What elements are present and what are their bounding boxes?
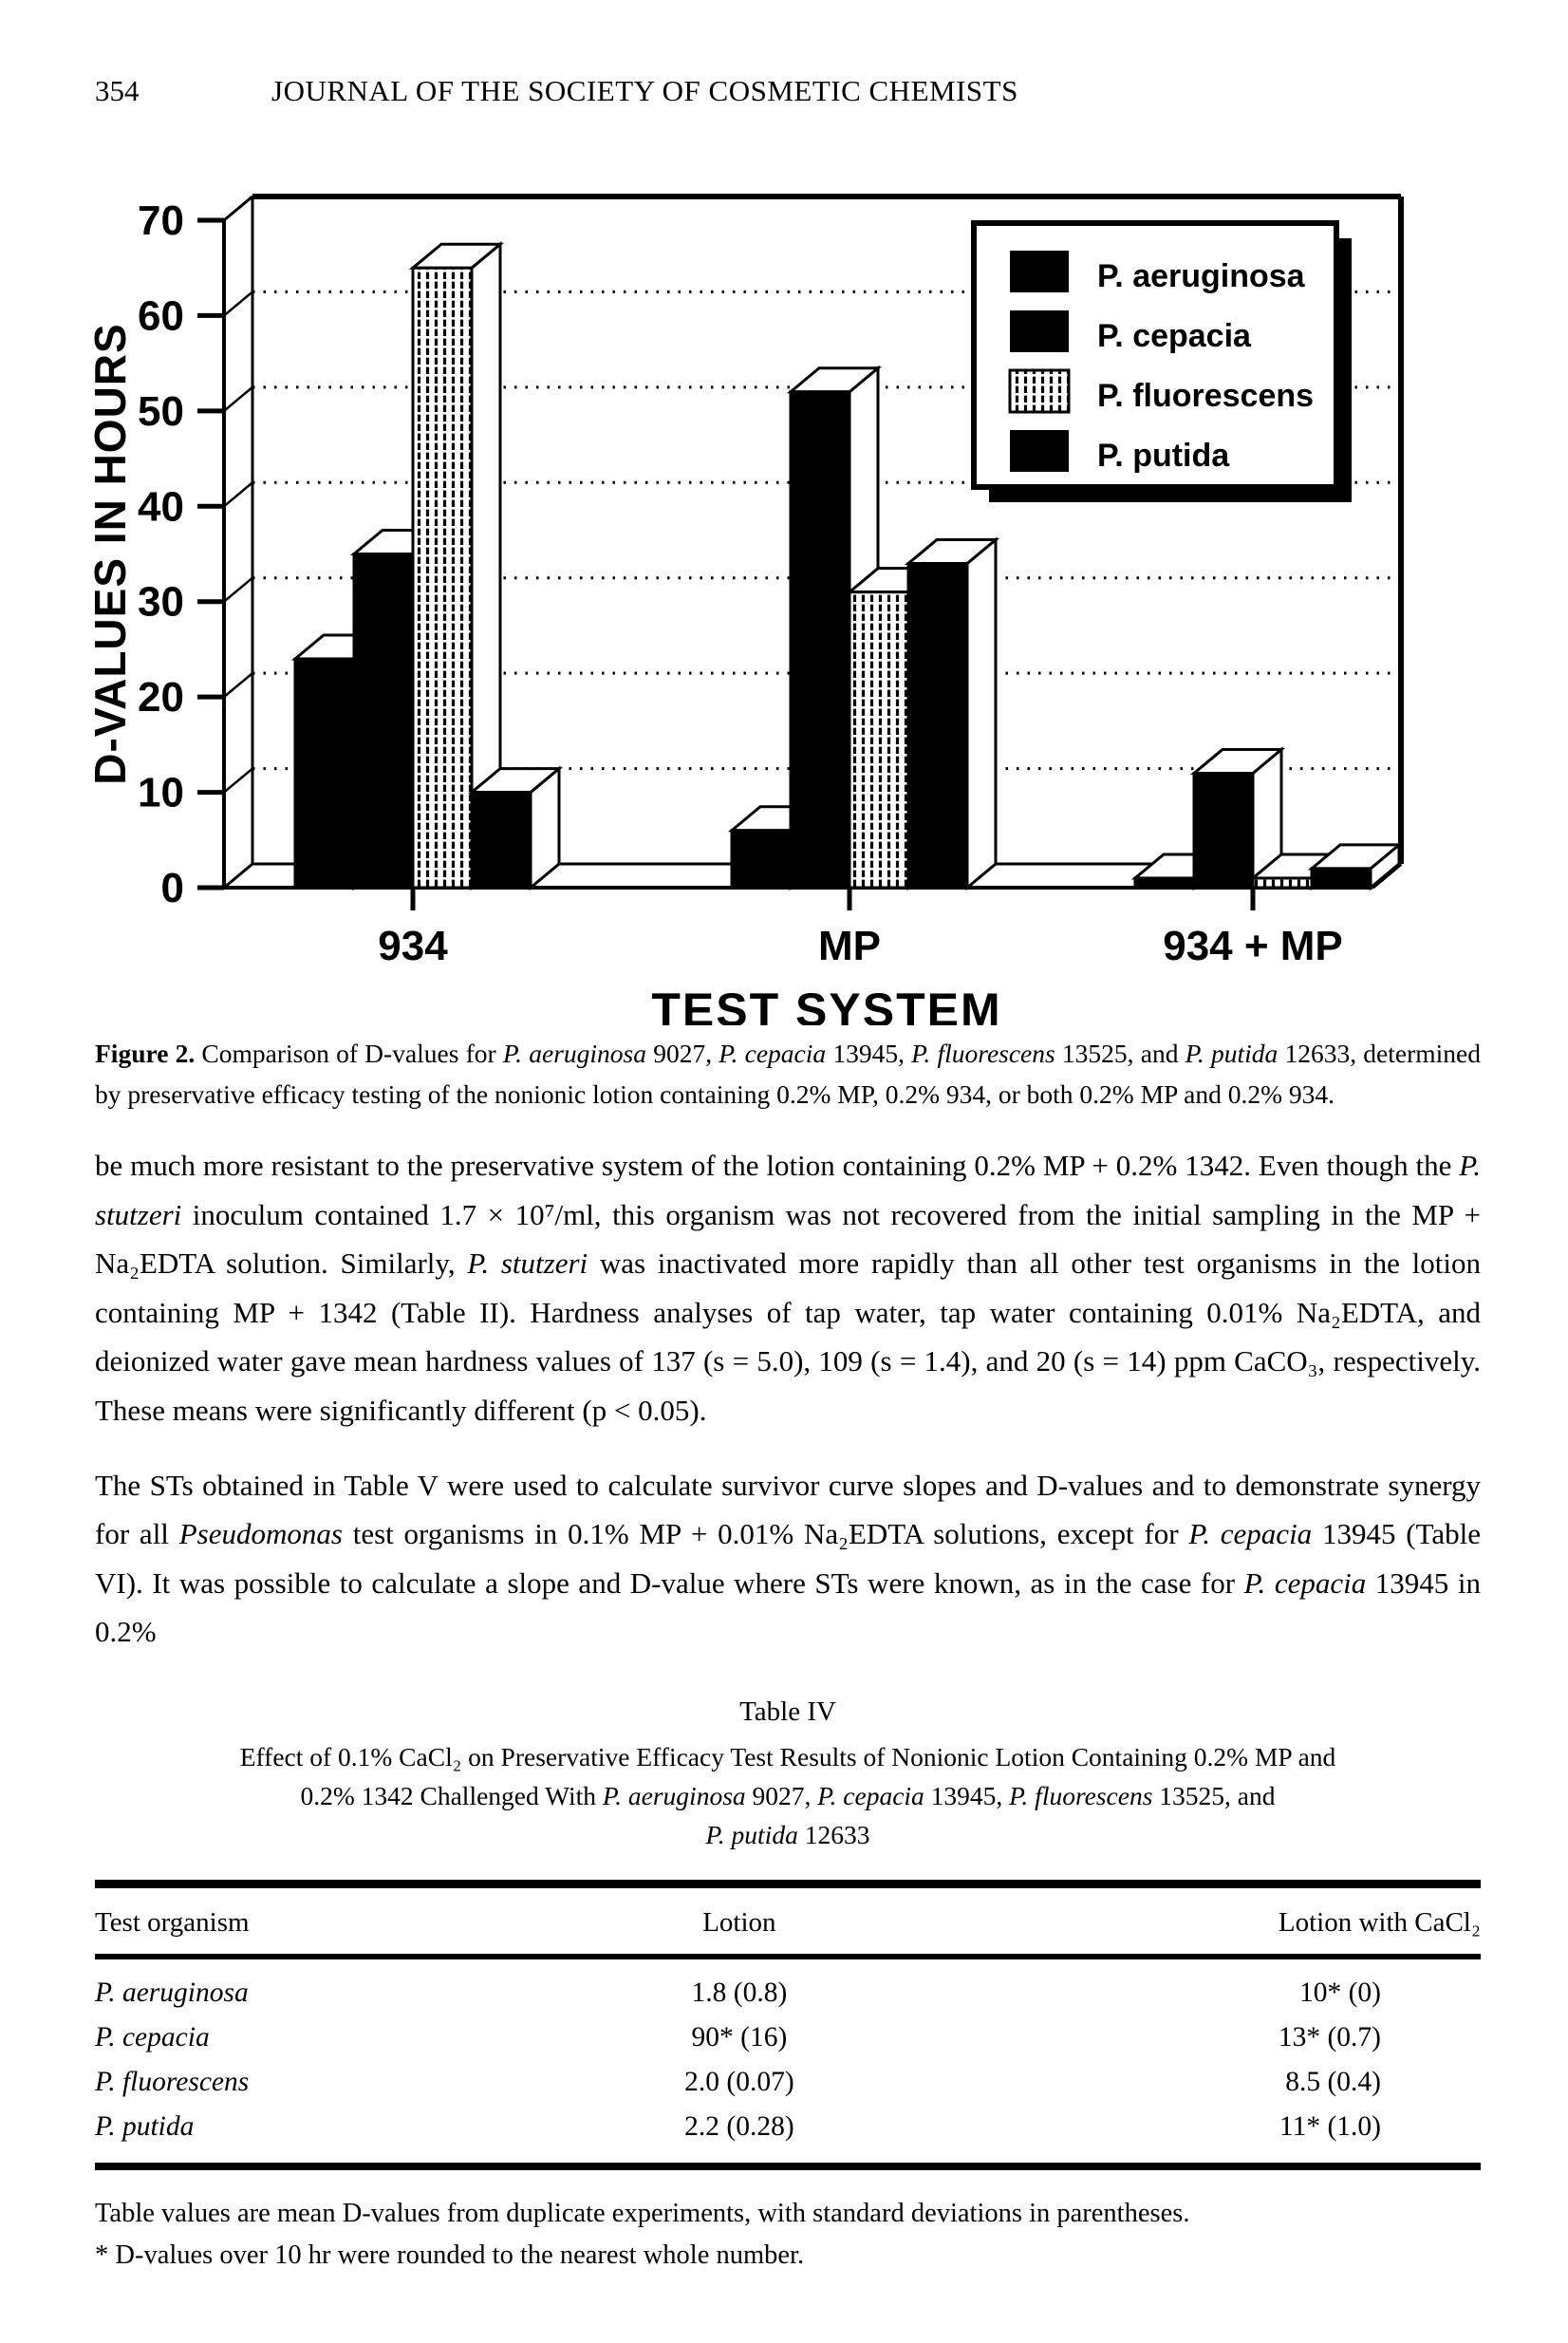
figure2-bar-chart: [82, 114, 1477, 1025]
table-top-rule: [95, 1880, 1481, 1888]
legend-swatch-p-aeruginosa: [1010, 251, 1069, 292]
table-note-1: Table values are mean D-values from duplicate experiments, with standard deviations in parentheses.: [95, 2198, 1190, 2228]
bar-p-aeruginosa-934-mp: [1135, 878, 1194, 888]
bar-p-fluorescens-mp: [849, 592, 908, 888]
bar-p-cepacia-934: [354, 554, 413, 889]
y-tick-diagonal-70: [224, 197, 252, 220]
legend-swatch-p-putida: [1010, 430, 1069, 472]
y-tick-diagonal-10: [224, 769, 252, 793]
y-axis-title: D-VALUES IN HOURS: [85, 323, 135, 785]
y-tick-label-50: 50: [138, 387, 184, 435]
page-header: [95, 74, 1481, 108]
table-row-lotion-cacl2-value: 8.5 (0.4): [1285, 2066, 1381, 2097]
table-row-lotion-cacl2-value: 10* (0): [1298, 1977, 1381, 2008]
table-row-lotion-value: 2.0 (0.07): [684, 2066, 794, 2097]
bar-p-fluorescens-934: [413, 268, 472, 888]
y-tick-label-20: 20: [138, 674, 184, 722]
bar-p-aeruginosa-934: [295, 659, 354, 888]
table-4-caption-line-2: 0.2% 1342 Challenged With P. aeruginosa 9027, P. cepacia 13945, P. fluorescens 13525, and: [300, 1781, 1276, 1811]
legend-label-p-fluorescens: P. fluorescens: [1097, 378, 1315, 414]
bar-p-aeruginosa-mp: [732, 831, 791, 888]
legend-swatch-p-fluorescens: [1010, 370, 1069, 412]
column-header-test-organism: Test organism: [95, 1906, 250, 1938]
table-row-lotion-value: 90* (16): [691, 2021, 788, 2052]
y-tick-diagonal-20: [224, 673, 252, 697]
legend-label-p-cepacia: P. cepacia: [1097, 318, 1251, 354]
y-tick-label-70: 70: [138, 197, 184, 244]
y-tick-label-60: 60: [138, 292, 184, 340]
y-tick-label-30: 30: [138, 578, 184, 626]
body-paragraph-1: be much more resistant to the preservative system of the lotion containing 0.2% MP + 0.2% 1342. Even though the P. stutzeri inoculum contained 1.7 × 10⁷/ml, this organism was not recovered from the initial sampling in the MP + Na₂EDTA solution. Similarly, P. stutzeri was inactivated more rapidly than all other test organisms in the lotion containing MP + 1342 (Table II). Hardness analyses of tap water, tap water containing 0.01% Na₂EDTA, and deionized water gave mean hardness values of 137 (s = 5.0), 109 (s = 1.4), and 20 (s = 14) ppm CaCO₃, respectively. These means were significantly different (p < 0.05).: [95, 1149, 1481, 1427]
y-tick-diagonal-40: [224, 482, 252, 506]
table-bottom-rule: [95, 2163, 1481, 2170]
table-row-organism: P. fluorescens: [95, 2066, 250, 2097]
y-tick-label-10: 10: [138, 769, 184, 816]
table-notes: [95, 2193, 1481, 2277]
column-header-lotion-with-cacl2: Lotion with CaCl₂: [1278, 1906, 1481, 1938]
frame-bottomleft-diagonal: [224, 864, 252, 888]
x-axis-title: TEST SYSTEM: [651, 984, 1002, 1025]
table-4: [95, 1696, 1481, 2277]
column-header-lotion: Lotion: [702, 1906, 776, 1938]
table-row-organism: P. aeruginosa: [95, 1977, 249, 2008]
figure2-chart-area: [82, 114, 1481, 1030]
x-category-label-mp: MP: [818, 923, 881, 969]
y-tick-diagonal-30: [224, 578, 252, 602]
y-tick-label-0: 0: [160, 865, 184, 911]
bar-p-cepacia-mp: [791, 392, 849, 888]
x-category-label-934-mp: 934 + MP: [1163, 923, 1343, 969]
journal-title: JOURNAL OF THE SOCIETY OF COSMETIC CHEMISTS: [271, 74, 1018, 107]
bar-p-putida-934-mp: [1312, 869, 1371, 888]
table-header-row: [95, 1888, 1481, 1954]
legend-swatch-p-cepacia: [1010, 310, 1069, 352]
y-tick-diagonal-60: [224, 291, 252, 315]
bar-side-p-putida-mp: [967, 540, 996, 888]
bar-p-fluorescens-934-mp: [1253, 878, 1312, 888]
table-row-organism: P. putida: [95, 2110, 195, 2142]
legend-label-p-aeruginosa: P. aeruginosa: [1097, 258, 1305, 294]
table-row-lotion-cacl2-value: 13* (0.7): [1278, 2021, 1381, 2052]
x-category-label-934: 934: [378, 923, 448, 969]
page-number: 354: [95, 74, 140, 107]
legend-label-p-putida: P. putida: [1097, 438, 1230, 474]
bar-p-putida-934: [472, 793, 531, 888]
bar-p-putida-mp: [908, 564, 967, 888]
table-row-organism: P. cepacia: [95, 2021, 210, 2052]
table-4-title: Table IV: [739, 1696, 836, 1727]
table-4-caption-line-1: Effect of 0.1% CaCl₂ on Preservative Efficacy Test Results of Nonionic Lotion Containing 0.2% MP and: [239, 1741, 1336, 1771]
table-note-2: * D-values over 10 hr were rounded to the nearest whole number.: [95, 2240, 805, 2270]
table-4-caption-line-3: P. putida 12633: [705, 1820, 870, 1850]
bar-p-cepacia-934-mp: [1194, 773, 1253, 888]
table-row-lotion-value: 1.8 (0.8): [691, 1977, 788, 2008]
table-row-lotion-value: 2.2 (0.28): [684, 2110, 794, 2142]
figure2-caption: Figure 2. Comparison of D-values for P. aeruginosa 9027, P. cepacia 13945, P. fluorescens 13525, and P. putida 12633, determined by preservative efficacy testing of the nonionic lotion containing 0.2% MP, 0.2% 934, or both 0.2% MP and 0.2% 934.: [95, 1039, 1481, 1109]
y-tick-diagonal-50: [224, 387, 252, 411]
body-paragraph-2: The STs obtained in Table V were used to calculate survivor curve slopes and D-values and to demonstrate synergy for all Pseudomonas test organisms in 0.1% MP + 0.01% Na₂EDTA solutions, except for P. cepacia 13945 (Table VI). It was possible to calculate a slope and D-value where STs were known, as in the case for P. cepacia 13945 in 0.2%: [95, 1468, 1481, 1649]
table-body: [95, 1959, 1481, 2163]
y-tick-label-40: 40: [138, 483, 184, 531]
table-row-lotion-cacl2-value: 11* (1.0): [1279, 2110, 1381, 2142]
